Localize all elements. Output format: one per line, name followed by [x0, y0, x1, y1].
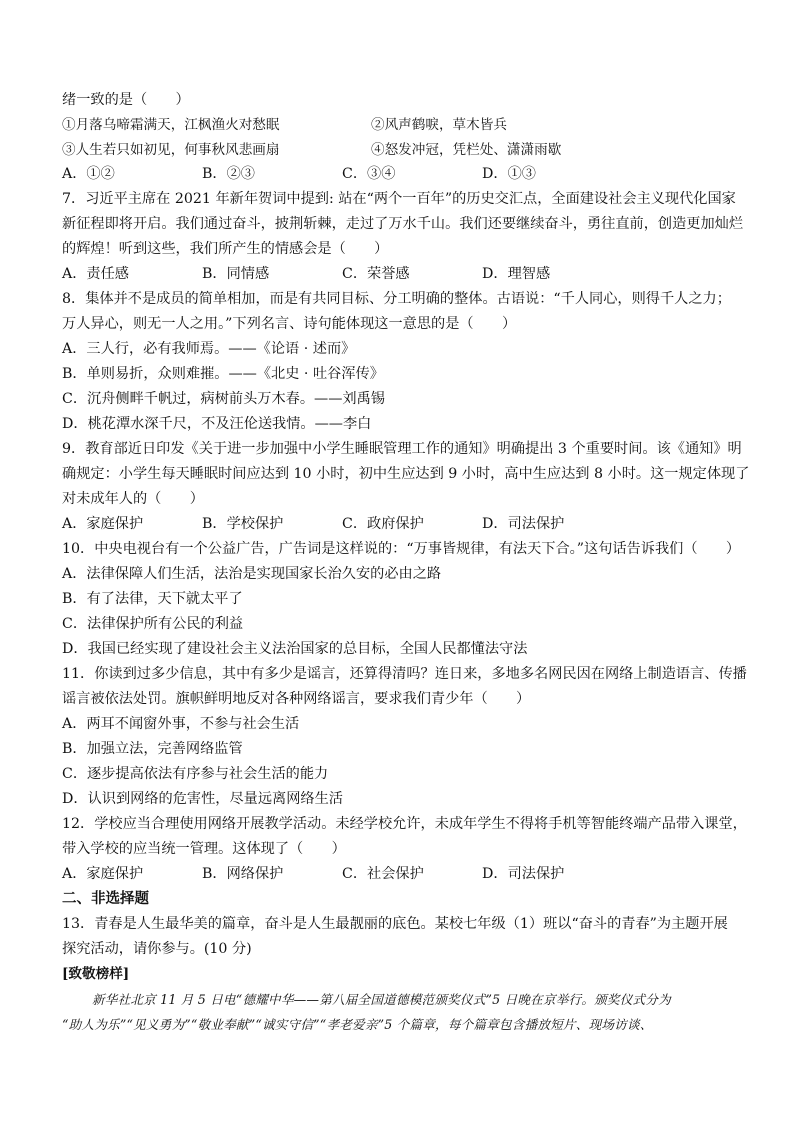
q12-option-a[interactable]: A．家庭保护 — [62, 866, 144, 882]
q11-option-c[interactable]: C．逐步提高依法有序参与社会生活的能力 — [62, 766, 329, 782]
q12-option-d[interactable]: D．司法保护 — [482, 866, 565, 882]
q6-poem-3: ③人生若只如初见，何事秋风悲画扇 — [62, 142, 280, 158]
q13-line-2: 探究活动，请你参与。(10 分) — [62, 941, 252, 957]
q9-line-2: 确规定：小学生每天睡眠时间应达到 10 小时，初中生应达到 9 小时，高中生应达到 8 小时。这一规定体现了 — [62, 466, 750, 482]
q9-option-d[interactable]: D．司法保护 — [482, 516, 565, 532]
q12-option-b[interactable]: B．网络保护 — [202, 866, 284, 882]
q6-poem-2: ②风声鹤唳，草木皆兵 — [371, 117, 507, 133]
q7-line-2: 新征程即将开启。我们通过奋斗，披荆斩棘，走过了万水千山。我们还要继续奋斗，勇往直前，创造更加灿烂 — [62, 216, 744, 232]
q13-material-line-2: “助人为乐”“见义勇为”“敬业奉献”“诚实守信”“孝老爱亲”5 个篇章，每个篇章包含播放短片、现场访谈、 — [62, 1017, 653, 1032]
q9-option-a[interactable]: A．家庭保护 — [62, 516, 144, 532]
q13-line-1: 13．青春是人生最华美的篇章，奋斗是人生最靓丽的底色。某校七年级（1）班以“奋斗的青春”为主题开展 — [62, 916, 728, 932]
q6-option-b[interactable]: B．②③ — [202, 166, 255, 182]
q13-subheading: [致敬榜样] — [62, 966, 130, 982]
q7-option-b[interactable]: B．同情感 — [202, 266, 270, 282]
q8-line-2: 万人异心，则无一人之用。”下列名言、诗句能体现这一意思的是（ ） — [62, 316, 517, 332]
q10-option-d[interactable]: D．我国已经实现了建设社会主义法治国家的总目标，全国人民都懂法守法 — [62, 641, 528, 657]
q8-option-a[interactable]: A．三人行，必有我师焉。——《论语 · 述而》 — [62, 341, 356, 357]
q6-poem-1: ①月落乌啼霜满天，江枫渔火对愁眠 — [62, 117, 280, 133]
q6-stem-tail: 绪一致的是（ ） — [62, 92, 190, 108]
q6-option-d[interactable]: D．①③ — [482, 166, 536, 182]
q7-line-3: 的辉煌！听到这些，我们所产生的情感会是（ ） — [62, 241, 389, 257]
q11-option-d[interactable]: D．认识到网络的危害性，尽量远离网络生活 — [62, 791, 343, 807]
q9-line-3: 对未成年人的（ ） — [62, 491, 204, 507]
q8-option-b[interactable]: B．单则易折，众则难摧。——《北史 · 吐谷浑传》 — [62, 366, 384, 382]
q11-option-a[interactable]: A．两耳不闻窗外事，不参与社会生活 — [62, 716, 300, 732]
section-heading: 二、非选择题 — [62, 891, 149, 907]
q9-options — [62, 514, 762, 534]
q9-line-1: 9．教育部近日印发《关于进一步加强中小学生睡眠管理工作的通知》明确提出 3 个重要时间。该《通知》明 — [62, 441, 742, 457]
q7-option-a[interactable]: A．责任感 — [62, 266, 129, 282]
q6-options — [62, 164, 762, 184]
q10-option-b[interactable]: B．有了法律，天下就太平了 — [62, 591, 243, 607]
q11-line-1: 11．你读到过多少信息，其中有多少是谣言，还算得清吗？连日来，多地多名网民因在网络上制造语言、传播 — [62, 666, 747, 682]
q7-option-c[interactable]: C．荣誉感 — [342, 266, 410, 282]
q11-option-b[interactable]: B．加强立法，完善网络监管 — [62, 741, 243, 757]
q12-line-2: 带入学校的应当统一管理。这体现了（ ） — [62, 841, 346, 857]
q11-line-2: 谣言被依法处罚。旗帜鲜明地反对各种网络谣言，要求我们青少年（ ） — [62, 691, 531, 707]
q6-poem-4: ④怒发冲冠，凭栏处、潇潇雨歇 — [371, 142, 562, 158]
q7-option-d[interactable]: D．理智感 — [482, 266, 551, 282]
q12-option-c[interactable]: C．社会保护 — [342, 866, 424, 882]
q12-options — [62, 864, 762, 884]
q10-line-1: 10．中央电视台有一个公益广告，广告词是这样说的：“万事皆规律，有法天下合。”这句话告诉我们（ ） — [62, 541, 741, 557]
q8-option-d[interactable]: D．桃花潭水深千尺，不及汪伦送我情。——李白 — [62, 416, 372, 432]
q10-option-c[interactable]: C．法律保护所有公民的利益 — [62, 616, 244, 632]
q6-option-a[interactable]: A．①② — [62, 166, 115, 182]
q9-option-b[interactable]: B．学校保护 — [202, 516, 284, 532]
q8-option-c[interactable]: C．沉舟侧畔千帆过，病树前头万木春。——刘禹锡 — [62, 391, 385, 407]
q7-line-1: 7．习近平主席在 2021 年新年贺词中提到: 站在“两个一百年”的历史交汇点，全面建设社会主义现代化国家 — [62, 191, 736, 207]
q10-option-a[interactable]: A．法律保障人们生活，法治是实现国家长治久安的必由之路 — [62, 566, 442, 582]
q6-option-c[interactable]: C．③④ — [342, 166, 396, 182]
q12-line-1: 12．学校应当合理使用网络开展教学活动。未经学校允许，未成年学生不得将手机等智能终端产品带入课堂， — [62, 816, 747, 832]
q7-options — [62, 264, 762, 284]
q13-material-line-1: 新华社北京 11 月 5 日电“德耀中华——第八届全国道德模范颁奖仪式”5 日晚在京举行。颁奖仪式分为 — [92, 992, 671, 1007]
q9-option-c[interactable]: C．政府保护 — [342, 516, 424, 532]
q8-line-1: 8．集体并不是成员的简单相加，而是有共同目标、分工明确的整体。古语说：“千人同心，则得千人之力； — [62, 291, 731, 307]
